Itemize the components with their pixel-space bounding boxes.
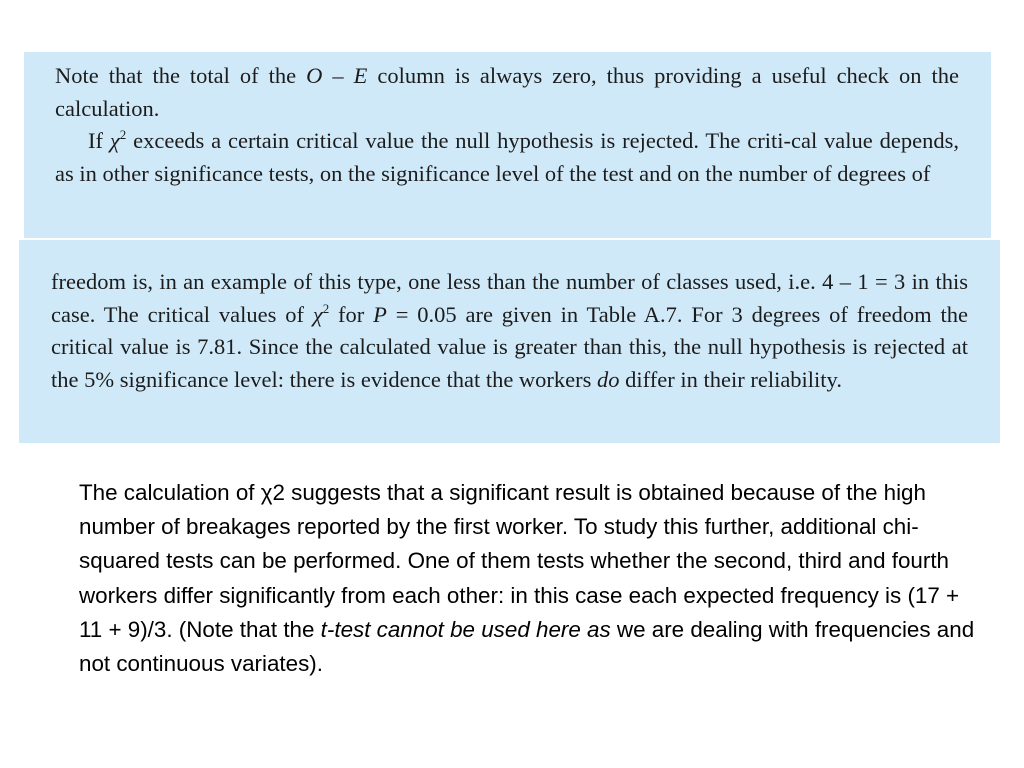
superscript-2: 2	[119, 127, 127, 142]
emphasis-do: do	[597, 366, 620, 392]
chi-symbol: χ	[109, 128, 120, 153]
commentary-italic: t-test cannot be used here as	[320, 616, 611, 642]
commentary-paragraph: The calculation of χ2 suggests that a significant result is obtained because of the high number of breakages reported by the first worker. To study this further, additional chi-squared tests can be performed. One of them tests whether the second, third and fourth workers differ significantly from each other: in this case each expected frequency is (17 + 11 + 9)/3. (Note that the t-test cannot be used here as we are dealing with frequencies and not continuous variates).	[79, 480, 975, 677]
variable-e: E	[353, 63, 368, 88]
textbook-excerpt-top	[24, 52, 991, 238]
variable-o: O	[306, 63, 323, 88]
textbook-excerpt-bottom	[19, 240, 1000, 443]
variable-p: P	[373, 301, 387, 327]
excerpt-paragraph-2: If $\chi^2$ exceeds a certain critical value the null hypothesis is rejected. The criti-cal value depends, as in other significance tests, on the significance level of the test and on the number of degrees of	[55, 127, 959, 186]
superscript-2: 2	[322, 300, 330, 316]
excerpt-paragraph-3: freedom is, in an example of this type, one less than the number of classes used, i.e. 4 – 1 = 3 in this case. The critical values of $\chi^2$ for P = 0.05 are given in Table A.7. For 3 degrees of freedom the critical value is 7.81. Since the calculated value is greater than this, the null hypothesis is rejected at the 5% significance level: there is evidence that the workers do differ in their reliability.	[51, 269, 968, 392]
excerpt-paragraph-1: Note that the total of the O – E column is always zero, thus providing a useful check on the calculation.	[55, 63, 959, 121]
chi-symbol: χ	[312, 301, 323, 327]
